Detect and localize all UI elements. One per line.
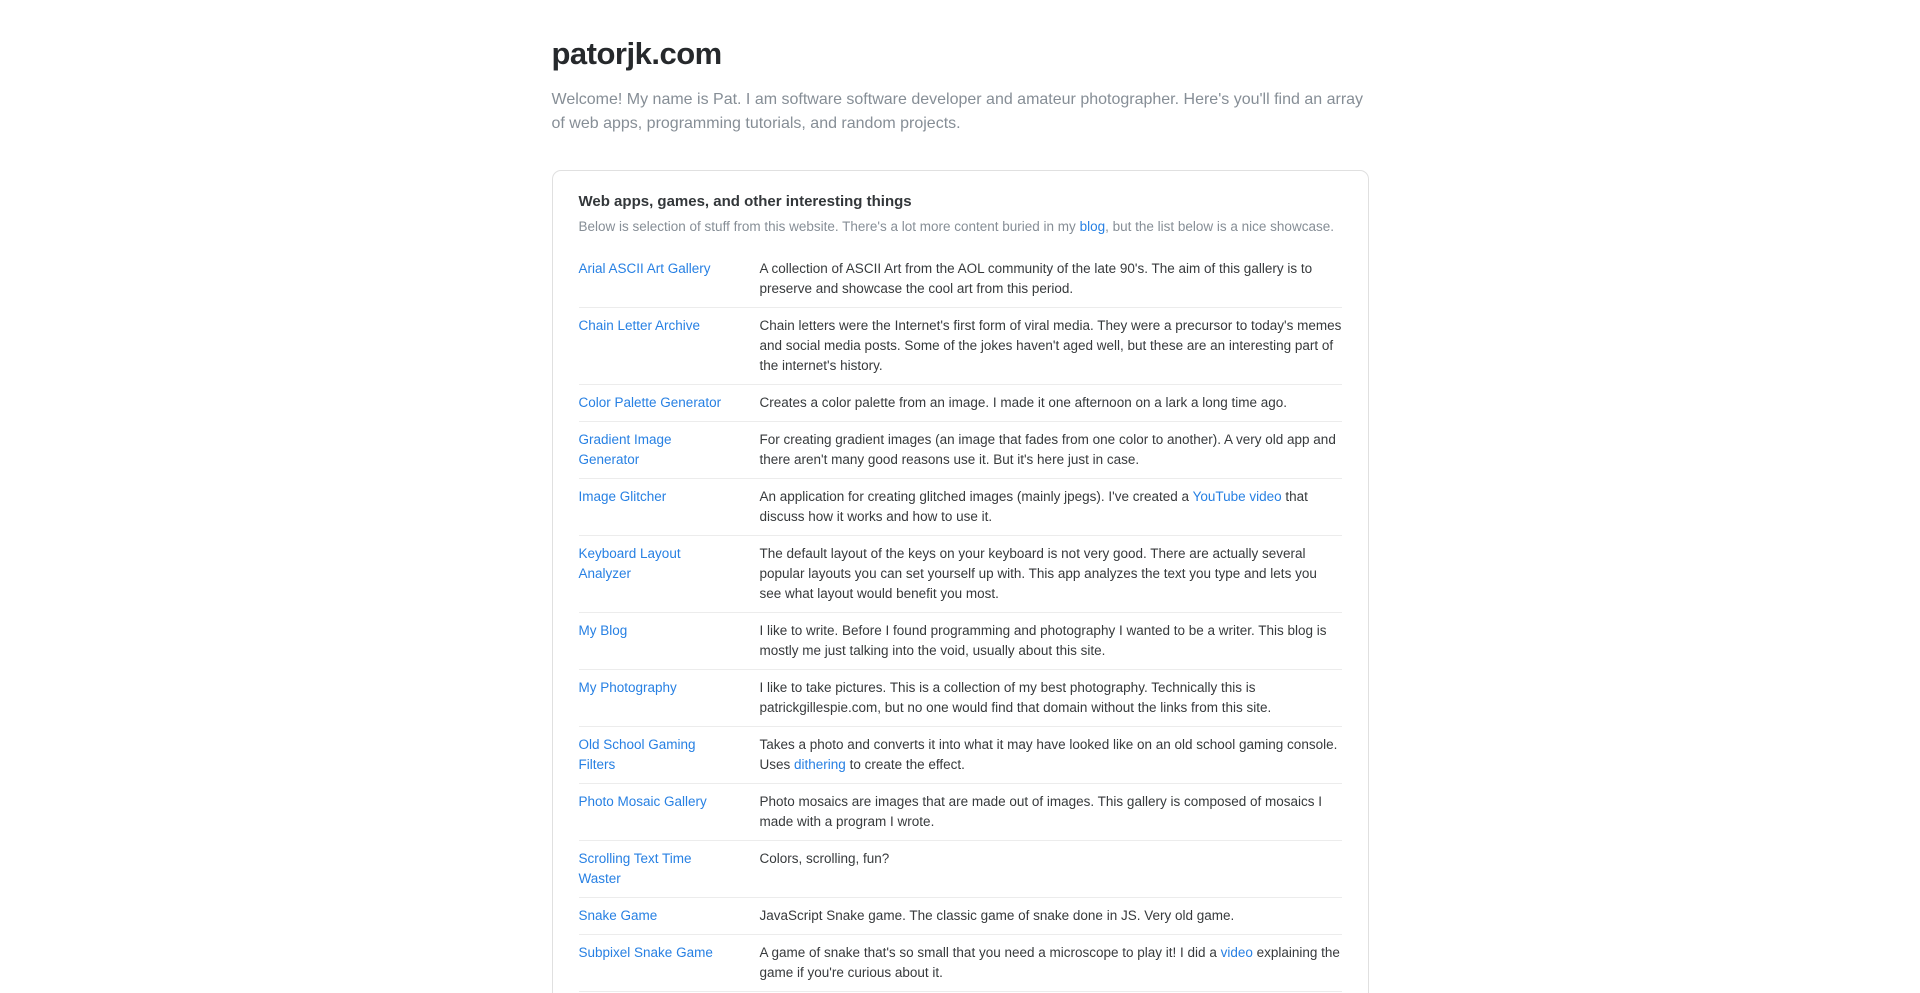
table-row <box>579 841 1342 898</box>
app-link[interactable]: Gradient Image Generator <box>578 432 672 467</box>
app-link-cell <box>579 385 760 422</box>
text-segment: An application for creating glitched images (mainly jpegs). I've created a <box>759 489 1193 504</box>
app-description <box>760 385 1342 422</box>
app-link-cell <box>579 613 760 670</box>
table-row <box>579 727 1342 784</box>
app-link-cell <box>579 935 760 992</box>
inline-link[interactable]: dithering <box>794 757 846 772</box>
app-link-cell <box>579 841 760 898</box>
text-segment: Creates a color palette from an image. I made it one afternoon on a lark a long time ago. <box>759 395 1288 410</box>
app-link[interactable]: Photo Mosaic Gallery <box>578 794 707 809</box>
text-segment: Photo mosaics are images that are made out of images. This gallery is composed of mosaics I made with a program I wrote. <box>759 794 1323 829</box>
app-description <box>760 613 1342 670</box>
inline-link[interactable]: video <box>1220 945 1253 960</box>
text-segment: Takes a photo and converts it into what it may have looked like on an old school gaming console. Uses <box>759 737 1338 772</box>
app-link[interactable]: Old School Gaming Filters <box>578 737 696 772</box>
card-subtitle <box>579 217 1342 237</box>
table-row <box>579 784 1342 841</box>
app-description <box>760 479 1342 536</box>
app-link-cell <box>579 479 760 536</box>
app-link[interactable]: Chain Letter Archive <box>578 318 701 333</box>
text-segment: to create the effect. <box>845 757 965 772</box>
apps-table-body <box>579 251 1342 992</box>
app-link[interactable]: Keyboard Layout Analyzer <box>578 546 681 581</box>
table-row <box>579 385 1342 422</box>
app-link[interactable]: Snake Game <box>578 908 658 923</box>
app-link[interactable]: Color Palette Generator <box>578 395 722 410</box>
app-description <box>760 784 1342 841</box>
table-row <box>579 613 1342 670</box>
app-link-cell <box>579 898 760 935</box>
app-link-cell <box>579 251 760 308</box>
app-link[interactable]: My Photography <box>578 680 677 695</box>
table-row <box>579 536 1342 613</box>
apps-table <box>579 251 1342 992</box>
app-description <box>760 422 1342 479</box>
app-description <box>760 670 1342 727</box>
showcase-card <box>552 170 1369 993</box>
text-segment: I like to take pictures. This is a collection of my best photography. Technically this is patrickgillespie.com, but no one would find that domain without the links from this site. <box>759 680 1272 715</box>
text-segment: JavaScript Snake game. The classic game of snake done in JS. Very old game. <box>759 908 1235 923</box>
text-segment: For creating gradient images (an image that fades from one color to another). A very old app and there aren't many good reasons use it. But it's here just in case. <box>759 432 1336 467</box>
text-segment: I like to write. Before I found programming and photography I wanted to be a writer. This blog is mostly me just talking into the void, usually about this site. <box>759 623 1327 658</box>
app-link-cell <box>579 536 760 613</box>
text-segment: A collection of ASCII Art from the AOL community of the late 90's. The aim of this gallery is to preserve and showcase the cool art from this period. <box>759 261 1313 296</box>
app-description <box>760 898 1342 935</box>
table-row <box>579 251 1342 308</box>
inline-link[interactable]: YouTube video <box>1192 489 1282 504</box>
app-link[interactable]: My Blog <box>578 623 628 638</box>
table-row <box>579 670 1342 727</box>
app-link[interactable]: Image Glitcher <box>578 489 667 504</box>
app-description <box>760 727 1342 784</box>
app-description <box>760 935 1342 992</box>
table-row <box>579 898 1342 935</box>
app-link-cell <box>579 784 760 841</box>
text-segment: A game of snake that's so small that you need a microscope to play it! I did a <box>759 945 1221 960</box>
app-link-cell <box>579 670 760 727</box>
page-title: patorjk.com <box>551 36 722 71</box>
intro-text: Welcome! My name is Pat. I am software software developer and amateur photographer. Here's you'll find an array of web apps, programming tutorials, and random projects. <box>551 91 1364 132</box>
text-segment: explaining the game if you're curious about it. <box>759 945 1340 980</box>
table-row <box>579 935 1342 992</box>
app-link[interactable]: Arial ASCII Art Gallery <box>578 261 711 276</box>
app-description <box>760 536 1342 613</box>
text-segment: , but the list below is a nice showcase. <box>1105 219 1334 234</box>
table-row <box>579 308 1342 385</box>
table-row <box>579 479 1342 536</box>
blog-link[interactable]: blog <box>1079 219 1106 234</box>
text-segment: Below is selection of stuff from this website. There's a lot more content buried in my <box>578 219 1080 234</box>
app-description <box>760 251 1342 308</box>
app-description <box>760 308 1342 385</box>
app-description <box>760 841 1342 898</box>
card-heading: Web apps, games, and other interesting things <box>578 193 912 210</box>
app-link-cell <box>579 727 760 784</box>
app-link[interactable]: Scrolling Text Time Waster <box>578 851 692 886</box>
table-row <box>579 422 1342 479</box>
page-container <box>552 0 1369 993</box>
app-link-cell <box>579 308 760 385</box>
app-link-cell <box>579 422 760 479</box>
text-segment: that discuss how it works and how to use it. <box>759 489 1308 524</box>
text-segment: Colors, scrolling, fun? <box>759 851 890 866</box>
text-segment: Chain letters were the Internet's first form of viral media. They were a precursor to today's memes and social media posts. Some of the jokes haven't aged well, but these are an interesting part of the internet's history. <box>759 318 1342 373</box>
text-segment: The default layout of the keys on your keyboard is not very good. There are actually several popular layouts you can set yourself up with. This app analyzes the text you type and lets you see what layout would benefit you most. <box>759 546 1317 601</box>
app-link[interactable]: Subpixel Snake Game <box>578 945 713 960</box>
